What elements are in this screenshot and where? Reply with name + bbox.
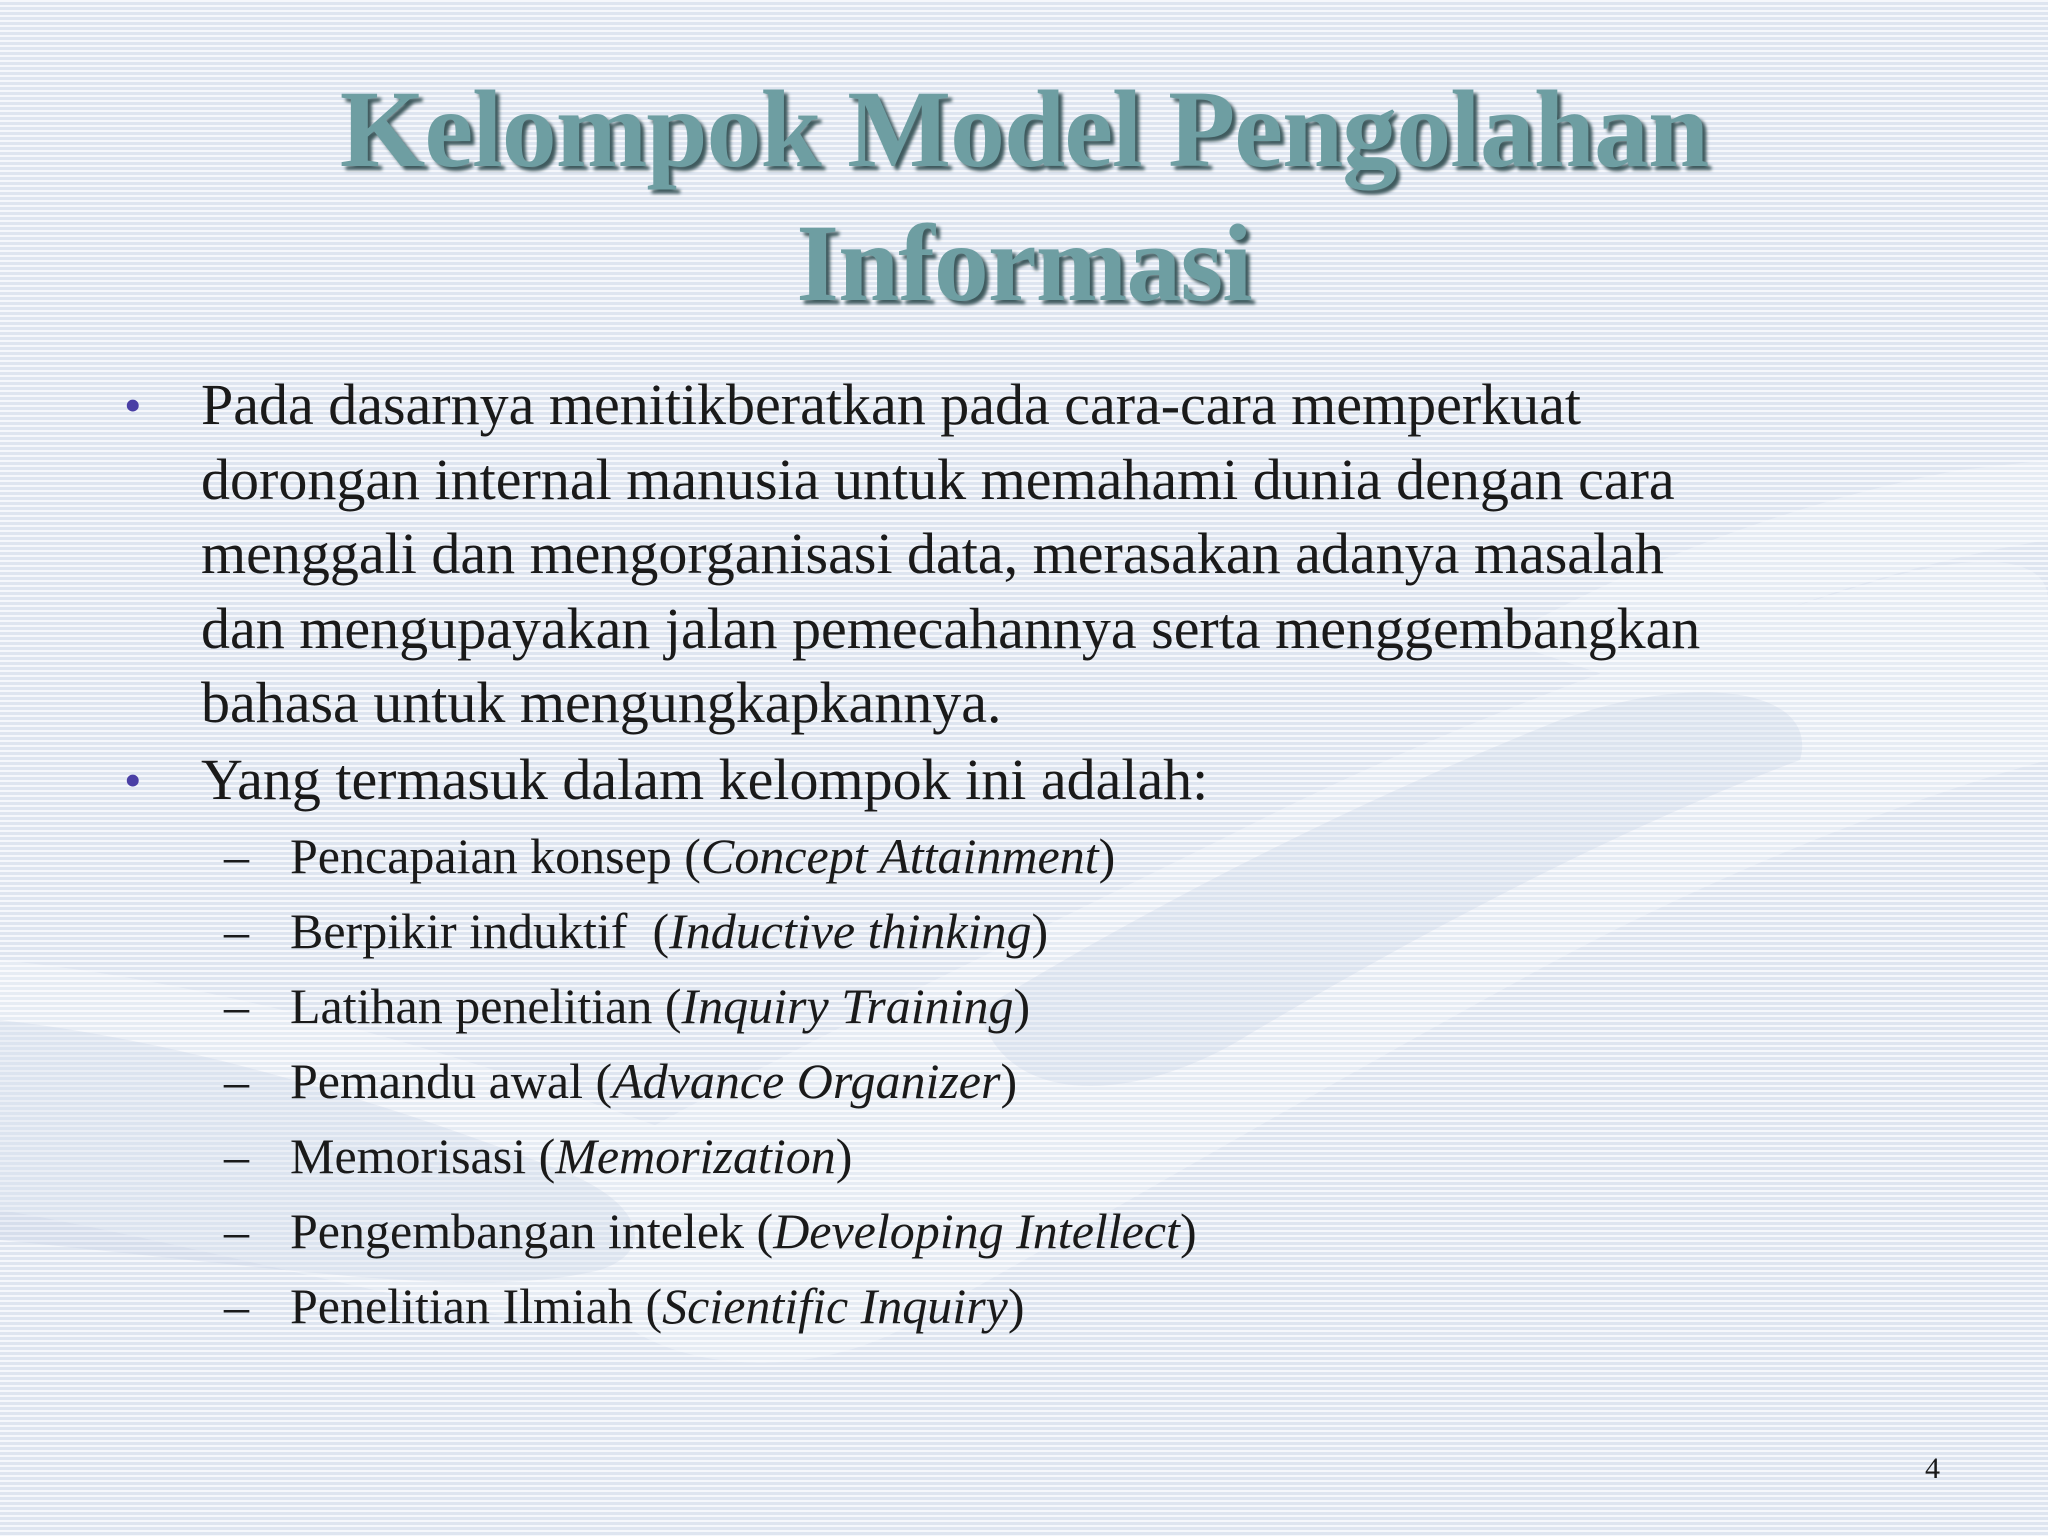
bullet-text-line: menggali dan mengorganisasi data, merasakan adanya masalah [201, 521, 1664, 586]
dash-icon: – [224, 828, 249, 884]
slide-title [0, 62, 2048, 330]
sub-bullet-close: ) [1013, 978, 1031, 1034]
sub-bullet-text: Memorisasi ( [290, 1128, 556, 1184]
sub-bullet-term: Developing Intellect [773, 1203, 1180, 1259]
sub-bullet-item [120, 969, 1920, 1044]
sub-bullet-term: Memorization [555, 1128, 836, 1184]
sub-bullet-term: Advance Organizer [612, 1053, 1001, 1109]
sub-bullet-text: Penelitian Ilmiah ( [290, 1278, 663, 1334]
sub-bullet-text: Pemandu awal ( [290, 1053, 613, 1109]
sub-bullet-text: Pengembangan intelek ( [290, 1203, 774, 1259]
slide-body [120, 368, 1920, 1344]
sub-bullet-list [120, 819, 1920, 1344]
sub-bullet-item [120, 819, 1920, 894]
sub-bullet-term: Inquiry Training [681, 978, 1014, 1034]
bullet-text-line: Yang termasuk dalam kelompok ini adalah: [201, 746, 1209, 812]
sub-bullet-close: ) [1000, 1053, 1018, 1109]
slide-title-line-1: Kelompok Model Pengolahan [339, 68, 1709, 190]
sub-bullet-text: Latihan penelitian ( [290, 978, 682, 1034]
bullet-icon: • [124, 377, 142, 433]
dash-icon: – [224, 903, 249, 959]
sub-bullet-term: Concept Attainment [700, 828, 1099, 884]
sub-bullet-close: ) [835, 1128, 853, 1184]
sub-bullet-text: Berpikir induktif ( [290, 903, 670, 959]
sub-bullet-term: Scientific Inquiry [662, 1278, 1008, 1334]
dash-icon: – [224, 978, 249, 1034]
sub-bullet-item [120, 1119, 1920, 1194]
bullet-item [120, 368, 1920, 741]
page-number: 4 [1925, 1452, 1940, 1485]
sub-bullet-close: ) [1179, 1203, 1197, 1259]
bullet-item [120, 743, 1920, 818]
sub-bullet-term: Inductive thinking [669, 903, 1032, 959]
bullet-icon: • [124, 751, 142, 808]
sub-bullet-text: Pencapaian konsep ( [290, 828, 701, 884]
sub-bullet-item [120, 1044, 1920, 1119]
bullet-text-line: dan mengupayakan jalan pemecahannya serta menggembangkan [201, 595, 1701, 661]
sub-bullet-close: ) [1031, 903, 1049, 959]
bullet-text-line: dorongan internal manusia untuk memahami dunia dengan cara [201, 446, 1675, 512]
sub-bullet-item [120, 1194, 1920, 1269]
slide-title-line-2: Informasi [796, 202, 1252, 324]
dash-icon: – [224, 1278, 249, 1334]
sub-bullet-close: ) [1098, 828, 1116, 884]
dash-icon: – [224, 1203, 249, 1259]
dash-icon: – [224, 1053, 249, 1109]
bullet-text-line: bahasa untuk mengungkapkannya. [201, 670, 1002, 735]
sub-bullet-close: ) [1007, 1278, 1025, 1334]
dash-icon: – [224, 1128, 249, 1184]
sub-bullet-item [120, 1269, 1920, 1344]
bullet-text-line: Pada dasarnya menitikberatkan pada cara-cara memperkuat [201, 372, 1581, 437]
sub-bullet-item [120, 894, 1920, 969]
